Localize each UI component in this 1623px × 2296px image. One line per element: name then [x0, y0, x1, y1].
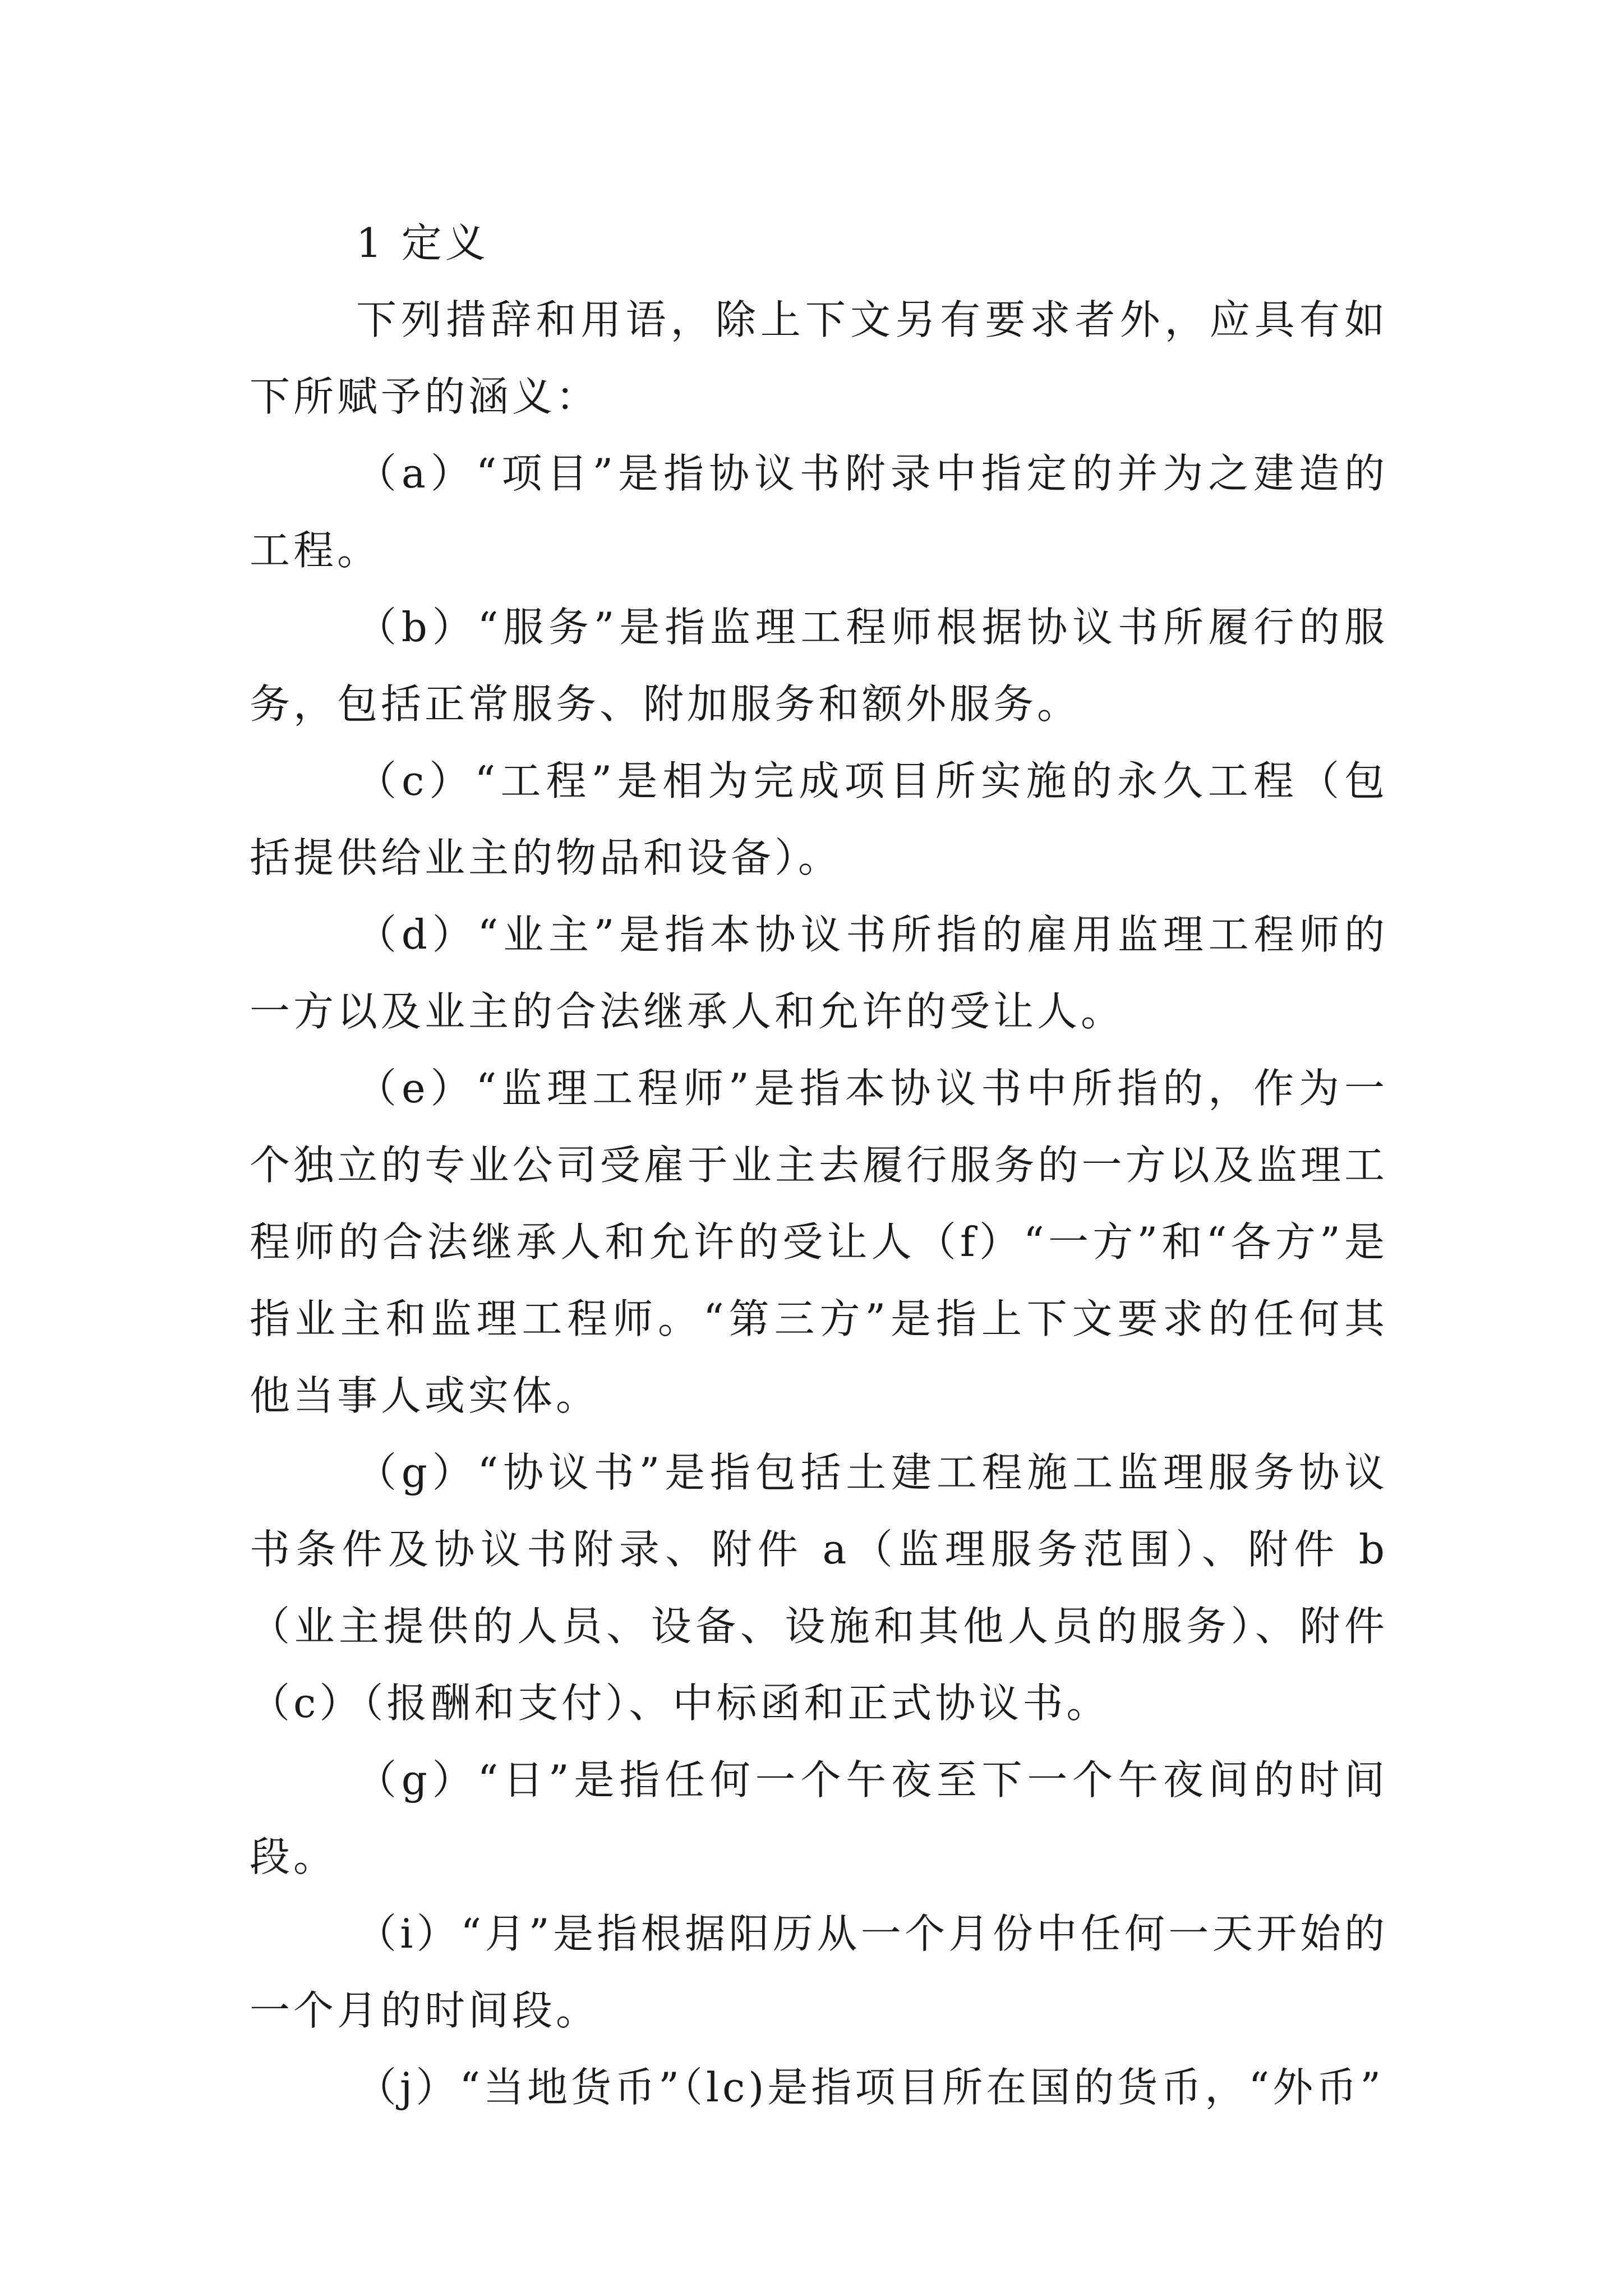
- definition-agreement: （g）“协议书”是指包括土建工程施工监理服务协议书条件及协议书附录、附件 a（监理服务范围）、附件 b（业主提供的人员、设备、设施和其他人员的服务）、附件（c）（报酬和支付）、中标函和正式协议书。: [250, 1449, 1388, 1727]
- definition-project: （a）“项目”是指协议书附录中指定的并为之建造的工程。: [250, 450, 1388, 574]
- definition-employer: （d）“业主”是指本协议书所指的雇用监理工程师的一方以及业主的合法继承人和允许的受让人。: [250, 911, 1388, 1035]
- definition-works: （c）“工程”是相为完成项目所实施的永久工程（包括提供给业主的物品和设备）。: [250, 757, 1388, 881]
- definition-local-currency: （j）“当地货币”（lc)是指项目所在国的货币，“外币”: [356, 2064, 1385, 2111]
- definition-services: （b）“服务”是指监理工程师根据协议书所履行的服务，包括正常服务、附加服务和额外服务。: [250, 604, 1388, 728]
- definition-engineer: （e）“监理工程师”是指本协议书中所指的，作为一个独立的专业公司受雇于业主去履行服务的一方以及监理工程师的合法继承人和允许的受让人（f）“一方”和“各方”是指业主和监理工程师。“第三方”是指上下文要求的任何其他当事人或实体。: [250, 1065, 1388, 1419]
- definition-month: （i）“月”是指根据阳历从一个月份中任何一天开始的一个月的时间段。: [250, 1910, 1388, 2034]
- document-body: [250, 205, 1388, 2126]
- section-heading: 1 定义: [356, 219, 489, 266]
- paragraph-intro: 下列措辞和用语，除上下文另有要求者外，应具有如下所赋予的涵义：: [250, 296, 1388, 420]
- definition-day: （g）“日”是指任何一个午夜至下一个午夜间的时间段。: [250, 1756, 1388, 1880]
